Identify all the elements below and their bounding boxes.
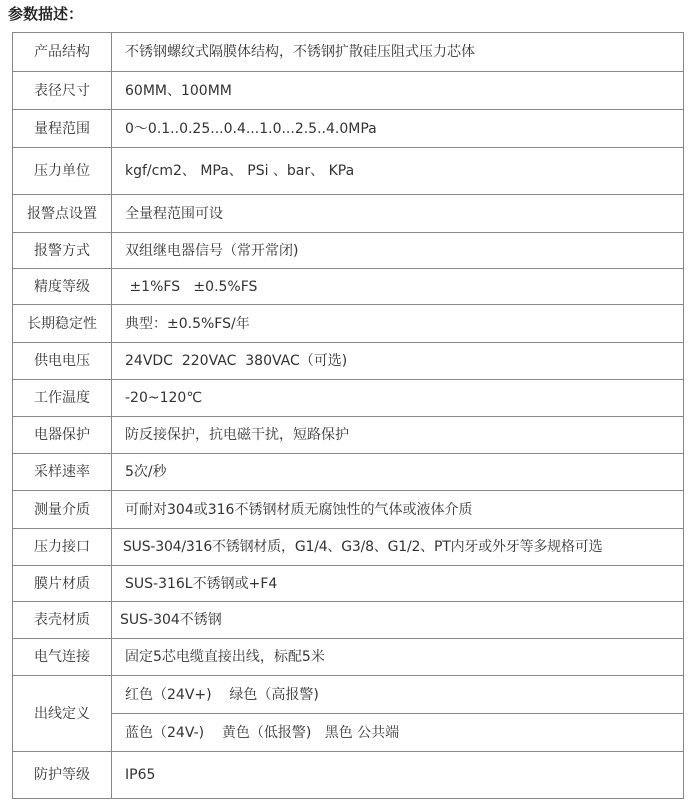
param-value: 24VDC 220VAC 380VAC（可选): [112, 343, 684, 380]
table-row: [13, 343, 684, 380]
param-value: 双组继电器信号（常开常闭): [112, 233, 684, 269]
param-name: 供电电压: [13, 343, 112, 380]
table-row: [13, 305, 684, 343]
table-row: [13, 380, 684, 417]
table-row: [13, 417, 684, 454]
wiring-line-1: 红色（24V+) 绿色（高报警): [112, 676, 684, 714]
table-row: [13, 714, 684, 752]
param-name: 长期稳定性: [13, 305, 112, 343]
table-row: [13, 233, 684, 269]
table-row: [13, 676, 684, 714]
param-value: ±1%FS ±0.5%FS: [112, 269, 684, 305]
table-row: [13, 72, 684, 110]
param-name: 测量介质: [13, 491, 112, 529]
table-row: [13, 148, 684, 195]
param-name: 表径尺寸: [13, 72, 112, 110]
param-name: 报警点设置: [13, 195, 112, 233]
param-value: 全量程范围可设: [112, 195, 684, 233]
param-value: IP65: [112, 752, 684, 799]
param-name: 工作温度: [13, 380, 112, 417]
parameter-table: [12, 32, 684, 799]
param-value: 可耐对304或316不锈钢材质无腐蚀性的气体或液体介质: [112, 491, 684, 529]
param-value: kgf/cm2、 MPa、 PSi 、bar、 KPa: [112, 148, 684, 195]
param-name: 出线定义: [13, 676, 112, 752]
table-row: [13, 529, 684, 566]
param-name: 防护等级: [13, 752, 112, 799]
param-value: 0～0.1..0.25...0.4...1.0...2.5..4.0MPa: [112, 110, 684, 148]
param-value: 典型：±0.5%FS/年: [112, 305, 684, 343]
table-row: [13, 454, 684, 491]
table-row: [13, 639, 684, 676]
table-row: [13, 33, 684, 72]
table-row: [13, 195, 684, 233]
param-name: 表壳材质: [13, 602, 112, 639]
param-name: 电气连接: [13, 639, 112, 676]
table-row: [13, 269, 684, 305]
table-row: [13, 602, 684, 639]
param-value: 5次/秒: [112, 454, 684, 491]
param-name: 量程范围: [13, 110, 112, 148]
param-value: 不锈钢螺纹式隔膜体结构，不锈钢扩散硅压阻式压力芯体: [112, 33, 684, 72]
param-value: 60MM、100MM: [112, 72, 684, 110]
table-row: [13, 491, 684, 529]
param-name: 报警方式: [13, 233, 112, 269]
param-value: 防反接保护，抗电磁干扰，短路保护: [112, 417, 684, 454]
param-value: SUS-304/316不锈钢材质，G1/4、G3/8、G1/2、PT内牙或外牙等多规格可选: [112, 529, 684, 566]
table-row: [13, 752, 684, 799]
table-row: [13, 110, 684, 148]
param-value: -20~120℃: [112, 380, 684, 417]
param-value: SUS-304不锈钢: [112, 602, 684, 639]
param-name: 压力接口: [13, 529, 112, 566]
param-value: 固定5芯电缆直接出线，标配5米: [112, 639, 684, 676]
param-name: 电器保护: [13, 417, 112, 454]
param-value: SUS-316L不锈钢或+F4: [112, 566, 684, 602]
param-name: 采样速率: [13, 454, 112, 491]
table-row: [13, 566, 684, 602]
param-name: 产品结构: [13, 33, 112, 72]
wiring-line-2: 蓝色（24V-) 黄色（低报警) 黑色 公共端: [112, 714, 684, 752]
param-name: 膜片材质: [13, 566, 112, 602]
param-name: 压力单位: [13, 148, 112, 195]
param-name: 精度等级: [13, 269, 112, 305]
section-title: 参数描述：: [8, 5, 84, 23]
